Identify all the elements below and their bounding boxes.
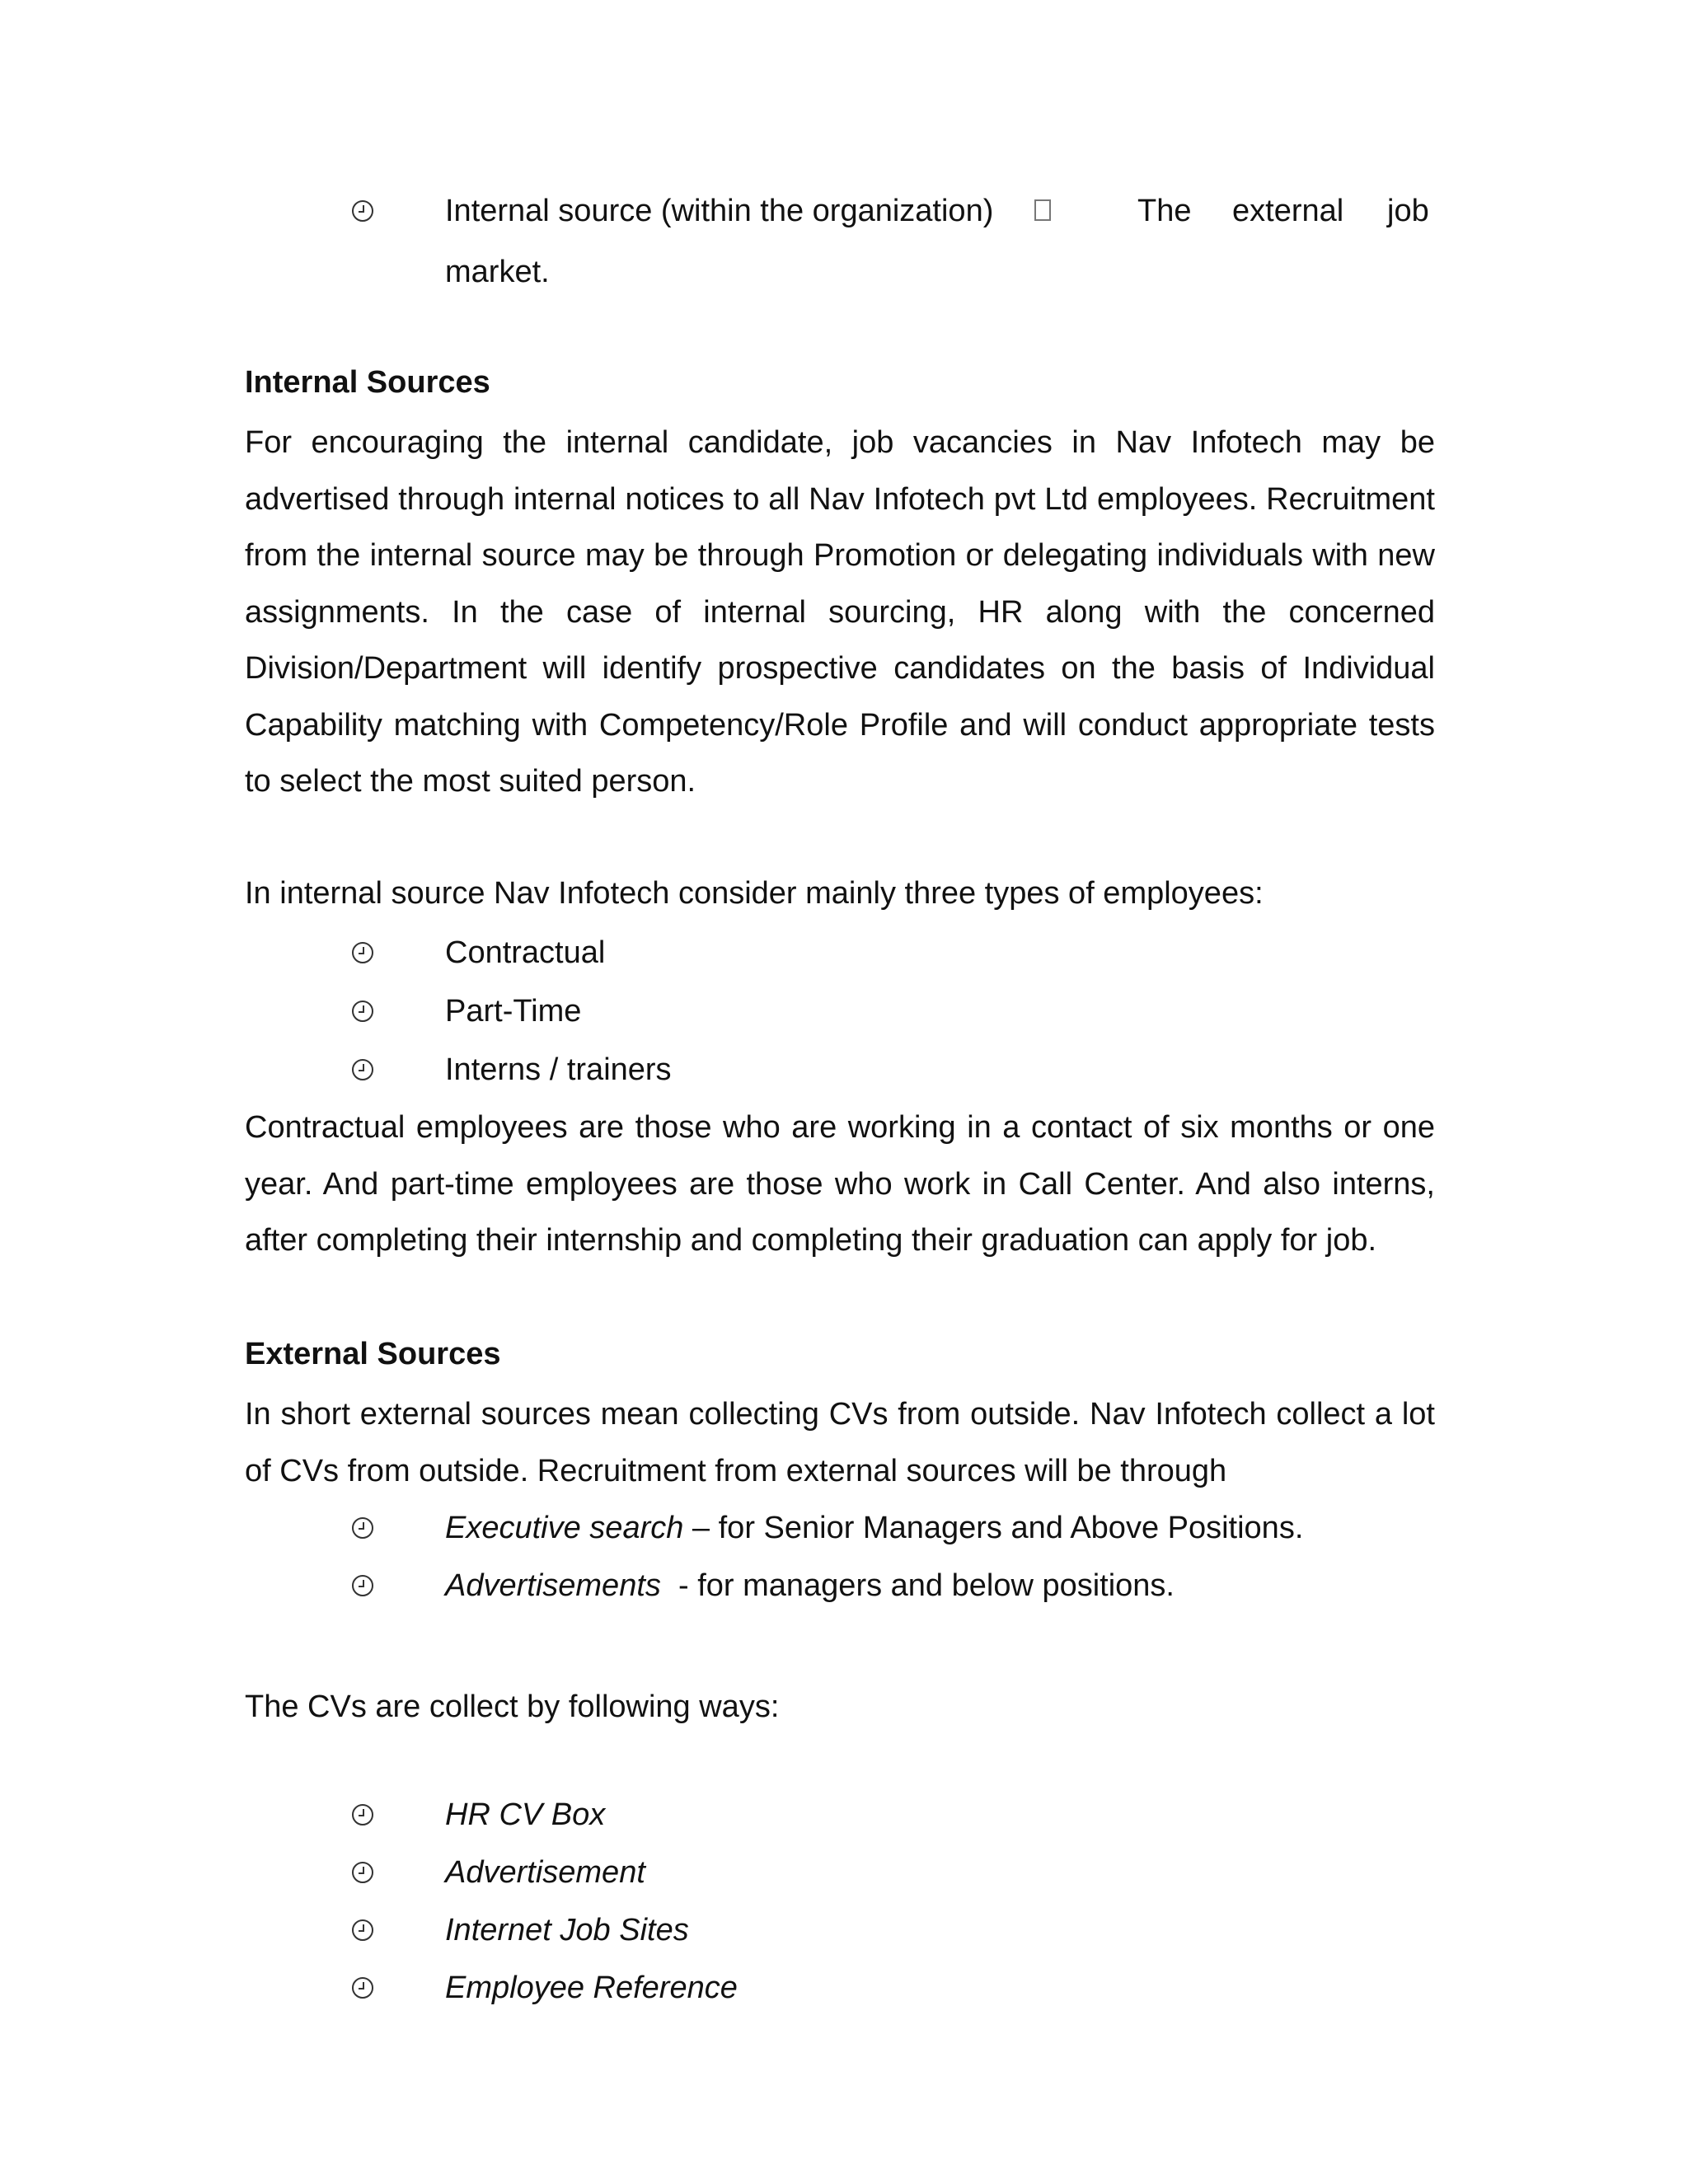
clock-icon	[346, 1566, 379, 1605]
method-desc: – for Senior Managers and Above Positions.	[683, 1511, 1304, 1545]
list-item-label: Part-Time	[445, 994, 582, 1029]
list-item-label: Advertisement	[445, 1855, 645, 1890]
external-sources-heading: External Sources	[245, 1337, 501, 1371]
internal-sources-heading: Internal Sources	[245, 365, 490, 400]
method-term: Executive search	[445, 1511, 684, 1545]
top-bullet-word-3: job	[1387, 194, 1429, 228]
clock-icon	[346, 1910, 379, 1950]
top-bullet-left-text: Internal source (within the organization)	[445, 194, 994, 228]
list-item-label: Contractual	[445, 935, 606, 970]
clock-icon	[346, 1968, 379, 2008]
clock-icon	[346, 1508, 379, 1548]
internal-types-paragraph: Contractual employees are those who are working in a contact of six months or one year. And part-time employees are those who work in Call Center. And also interns, after completing their internship and completing their graduation can apply for job.	[245, 1110, 1435, 1258]
list-item-label: HR CV Box	[445, 1797, 606, 1832]
clock-icon	[346, 1853, 379, 1892]
internal-types-intro: In internal source Nav Infotech consider mainly three types of employees:	[245, 876, 1264, 911]
clock-icon	[346, 191, 379, 231]
list-item-label: Internet Job Sites	[445, 1913, 689, 1947]
top-bullet-word-2: external	[1232, 194, 1344, 228]
list-item-label	[445, 1508, 1303, 1548]
method-desc: - for managers and below positions.	[660, 1568, 1175, 1603]
missing-glyph-box-icon	[1034, 199, 1051, 221]
clock-icon	[346, 1795, 379, 1835]
top-bullet-word-1: The	[1137, 194, 1192, 228]
method-term: Advertisements	[445, 1568, 661, 1603]
internal-sources-paragraph: For encouraging the internal candidate, job vacancies in Nav Infotech may be advertised through internal notices to all Nav Infotech pvt Ltd employees. Recruitment from the internal source may be through Promotion or delegating individuals with new assignments. In the case of internal sourcing, HR along with the concerned Division/Department will identify prospective candidates on the basis of Individual Capability matching with Competency/Role Profile and will conduct appropriate tests to select the most suited person.	[245, 425, 1435, 799]
cv-ways-intro: The CVs are collect by following ways:	[245, 1690, 780, 1724]
top-bullet-continuation: market.	[445, 255, 550, 289]
list-item-label: Employee Reference	[445, 1971, 738, 2005]
clock-icon	[346, 1050, 379, 1090]
clock-icon	[346, 933, 379, 972]
list-item-label: Interns / trainers	[445, 1052, 672, 1087]
external-sources-paragraph: In short external sources mean collecting CVs from outside. Nav Infotech collect a lot of CVs from outside. Recruitment from external sources will be through	[245, 1397, 1435, 1488]
list-item-label	[445, 1566, 1175, 1605]
clock-icon	[346, 991, 379, 1031]
